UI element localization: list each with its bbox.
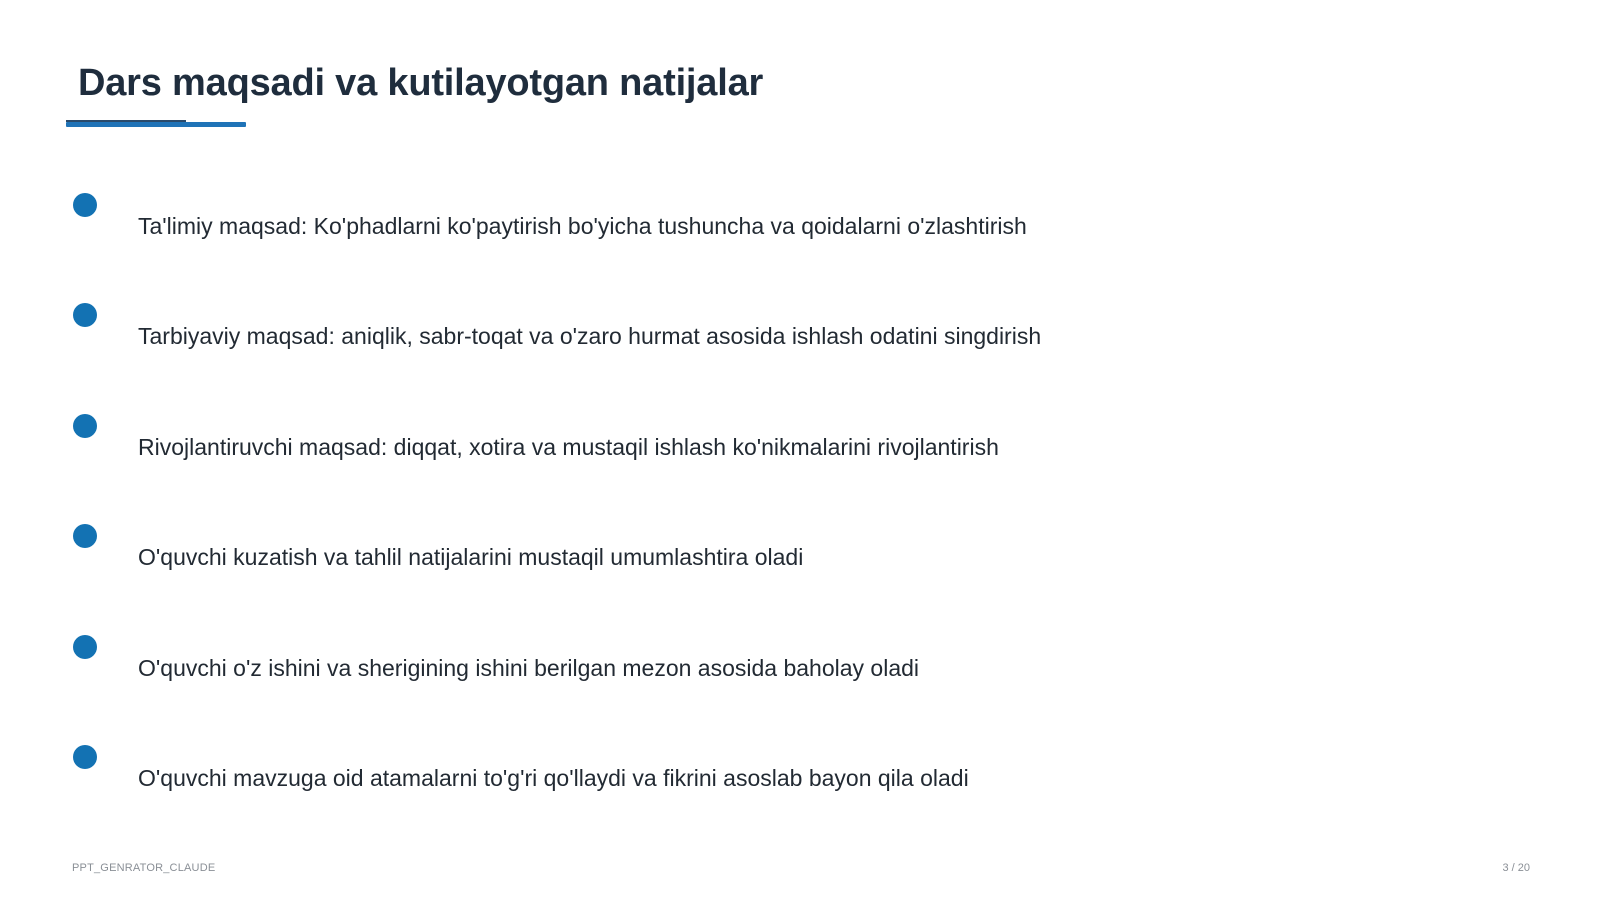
title-underline-accent [66,120,186,122]
bullet-text: O'quvchi o'z ishini va sherigining ishini berilgan mezon asosida baholay oladi [138,655,920,681]
bullet-dot-icon [73,745,97,769]
bullet-dot-icon [73,193,97,217]
bullet-dot-icon [73,414,97,438]
page-indicator: 3 / 20 [1502,862,1530,874]
bullet-text: O'quvchi mavzuga oid atamalarni to'g'ri qo'llaydi va fikrini asoslab bayon qila oladi [138,765,969,791]
bullet-item [73,524,1273,594]
bullet-item [73,635,1273,705]
title-underline [66,122,246,127]
bullet-dot-icon [73,524,97,548]
bullet-text: Ta'limiy maqsad: Ko'phadlarni ko'paytirish bo'yicha tushuncha va qoidalarni o'zlashtirish [138,213,1027,239]
bullet-text: O'quvchi kuzatish va tahlil natijalarini mustaqil umumlashtira oladi [138,544,804,570]
bullet-dot-icon [73,303,97,327]
bullet-item [73,193,1273,263]
bullet-text: Rivojlantiruvchi maqsad: diqqat, xotira va mustaqil ishlash ko'nikmalarini rivojlantirish [138,434,999,460]
bullet-item [73,745,1273,815]
bullet-dot-icon [73,635,97,659]
footer-source: PPT_GENRATOR_CLAUDE [72,862,216,874]
bullet-item [73,303,1273,373]
bullet-text: Tarbiyaviy maqsad: aniqlik, sabr-toqat va o'zaro hurmat asosida ishlash odatini singdirish [138,323,1042,349]
bullet-item [73,414,1273,484]
slide-title: Dars maqsadi va kutilayotgan natijalar [78,62,764,104]
